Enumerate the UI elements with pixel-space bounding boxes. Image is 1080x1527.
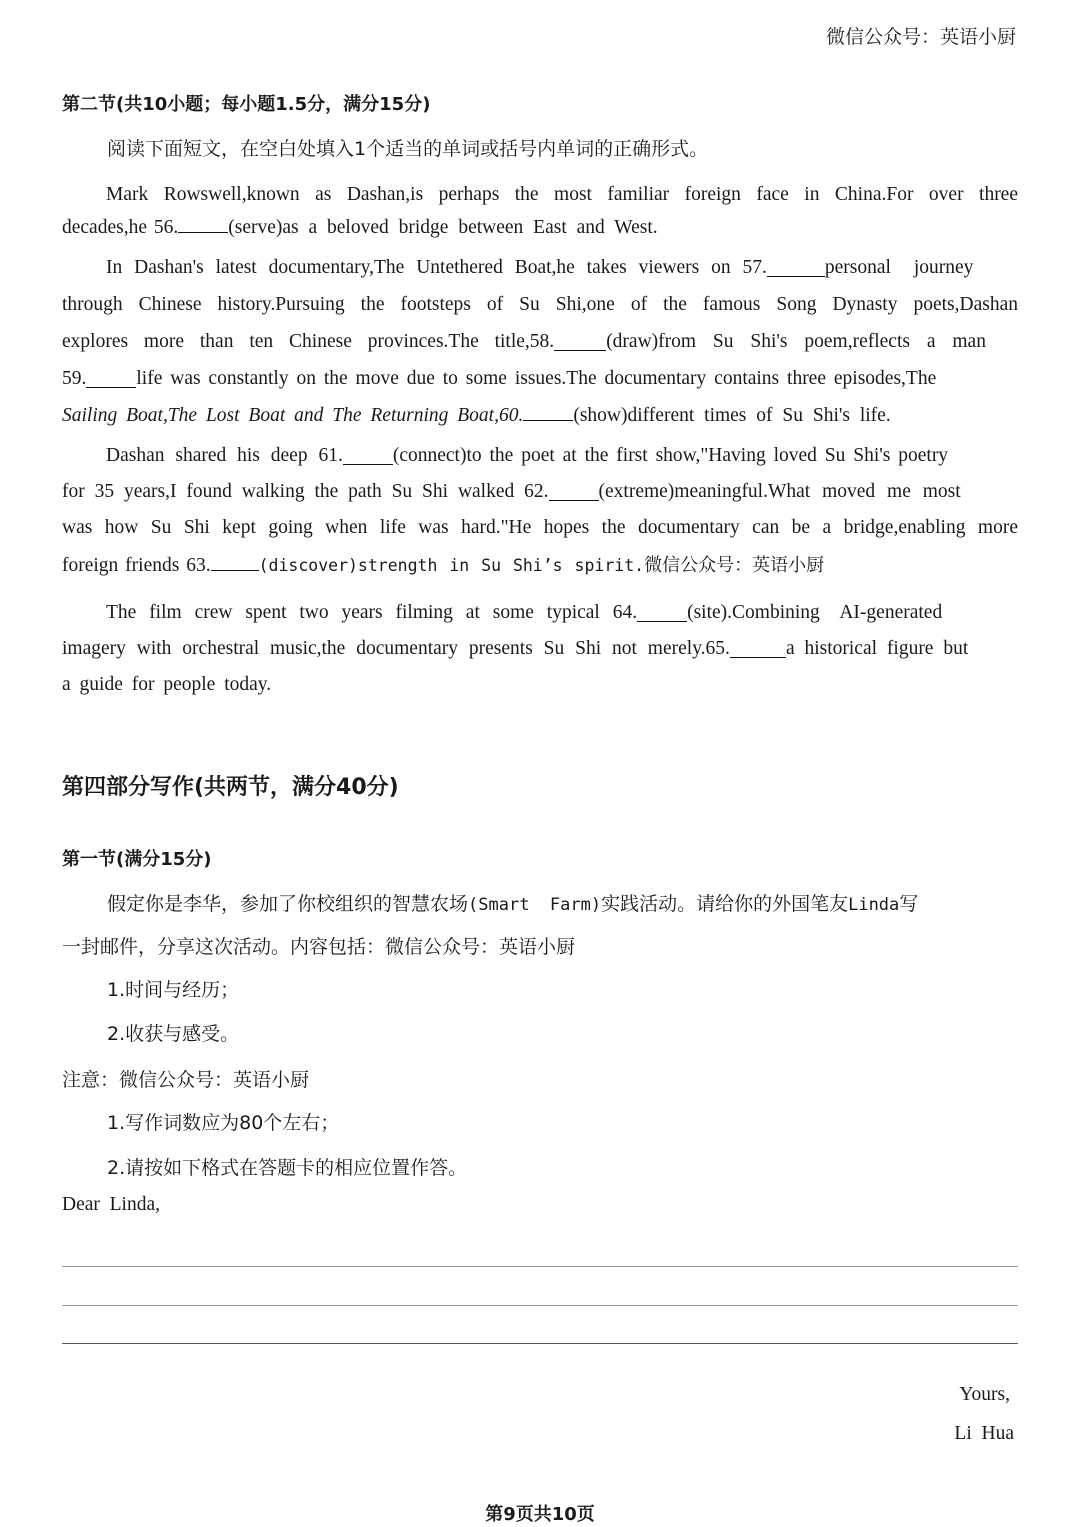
inline-watermark: 微信公众号：英语小厨 (644, 555, 825, 576)
passage-line (62, 630, 1018, 667)
line-text: decades,he 56. (62, 217, 179, 238)
page-number: 第9页共10页 (485, 1504, 595, 1525)
salutation: Dear Linda, (62, 1194, 160, 1215)
line-text: foreign friends 63. (62, 555, 211, 576)
line-text: life was constantly on the move due to some issues.The documentary contains three episodes,The (136, 368, 937, 389)
content-item: 2.收获与感受。 (107, 1023, 240, 1045)
passage-line (62, 249, 1018, 286)
line-text: In Dashan's latest documentary,The Untethered Boat,he takes viewers on 57. (106, 257, 767, 278)
section-title: 第二节(共10小题；每小题1.5分，满分15分) (62, 94, 431, 115)
answer-line (62, 1343, 1018, 1344)
line-text: 59. (62, 368, 87, 389)
section-title: 第一节(满分15分) (62, 849, 212, 870)
passage-line: a guide for people today. (62, 674, 272, 695)
answer-line (62, 1266, 1018, 1267)
prompt-text: Linda (848, 895, 900, 915)
line-text: explores more than ten Chinese provinces.The title,58. (62, 331, 555, 352)
passage-line (62, 323, 1018, 360)
blank-63 (211, 554, 259, 571)
blank-61 (343, 448, 393, 465)
passage-paragraph-3 (62, 437, 1018, 584)
passage-paragraph-1 (62, 176, 1018, 246)
prompt-text: 实践活动。请给你的外国笔友 (601, 893, 849, 915)
prompt-text: (Smart Farm) (468, 895, 602, 915)
passage-line: through Chinese history.Pursuing the footsteps of Su Shi,one of the famous Song Dynasty poets,Dashan (62, 294, 1018, 315)
line-text: Dashan shared his deep 61. (106, 445, 343, 466)
prompt-text: 假定你是李华，参加了你校组织的智慧农场 (107, 893, 469, 915)
blank-56 (178, 216, 228, 233)
blank-57 (767, 260, 825, 277)
line-text: The film crew spent two years filming at some typical 64. (106, 602, 638, 623)
blank-58 (554, 334, 606, 351)
passage-line: was how Su Shi kept going when life was hard."He hopes the documentary can be a bridge,enabling more (62, 517, 1018, 538)
line-text: (show)different times of Su Shi's life. (573, 405, 891, 426)
line-text: a historical figure but (785, 638, 969, 659)
line-text: (draw)from Su Shi's poem,reflects a man (606, 331, 986, 352)
answer-line (62, 1305, 1018, 1306)
notes-label: 注意：微信公众号：英语小厨 (62, 1069, 310, 1091)
passage-line (62, 547, 1018, 584)
passage-paragraph-4 (62, 594, 1018, 703)
passage-line (62, 473, 1018, 510)
note-item: 2.请按如下格式在答题卡的相应位置作答。 (107, 1157, 468, 1179)
blank-65 (730, 641, 786, 658)
line-text: (connect)to the poet at the first show,"Having loved Su Shi's poetry (392, 445, 949, 466)
blank-60 (523, 404, 573, 421)
line-text: (extreme)meaningful.What moved me most (598, 481, 961, 502)
part-title: 第四部分写作(共两节，满分40分) (62, 775, 399, 800)
content-item: 1.时间与经历； (107, 979, 240, 1001)
blank-62 (549, 484, 599, 501)
line-text: Sailing Boat,The Lost Boat and The Returning Boat,60. (62, 405, 524, 426)
note-item: 1.写作词数应为80个左右； (107, 1112, 340, 1134)
passage-paragraph-2 (62, 249, 1018, 434)
line-text: (serve)as a beloved bridge between East and West. (228, 217, 658, 238)
line-text: imagery with orchestral music,the documentary presents Su Shi not merely.65. (62, 638, 730, 659)
passage-line (62, 209, 1018, 246)
section-instruction: 阅读下面短文，在空白处填入1个适当的单词或括号内单词的正确形式。 (107, 138, 709, 160)
blank-64 (637, 605, 687, 622)
line-text: (discover)strength in Su Shi’s spirit. (258, 556, 645, 575)
closing: Yours, (959, 1384, 1010, 1405)
passage-line (62, 437, 1018, 474)
line-text: (site).Combining AI-generated (687, 602, 943, 623)
blank-59 (86, 371, 136, 388)
line-text: for 35 years,I found walking the path Su Shi walked 62. (62, 481, 549, 502)
watermark-header: 微信公众号：英语小厨 (825, 26, 1016, 48)
passage-line (62, 360, 1018, 397)
signature: Li Hua (954, 1423, 1014, 1444)
prompt-text: 写 (899, 893, 919, 915)
writing-prompt-line-1 (107, 889, 1027, 916)
passage-line: Mark Rowswell,known as Dashan,is perhaps the most familiar foreign face in China.For over three (106, 184, 1018, 205)
passage-line (62, 397, 1018, 434)
line-text: personal journey (824, 257, 974, 278)
passage-line (62, 594, 1018, 631)
writing-prompt-line-2: 一封邮件，分享这次活动。内容包括：微信公众号：英语小厨 (62, 936, 576, 958)
